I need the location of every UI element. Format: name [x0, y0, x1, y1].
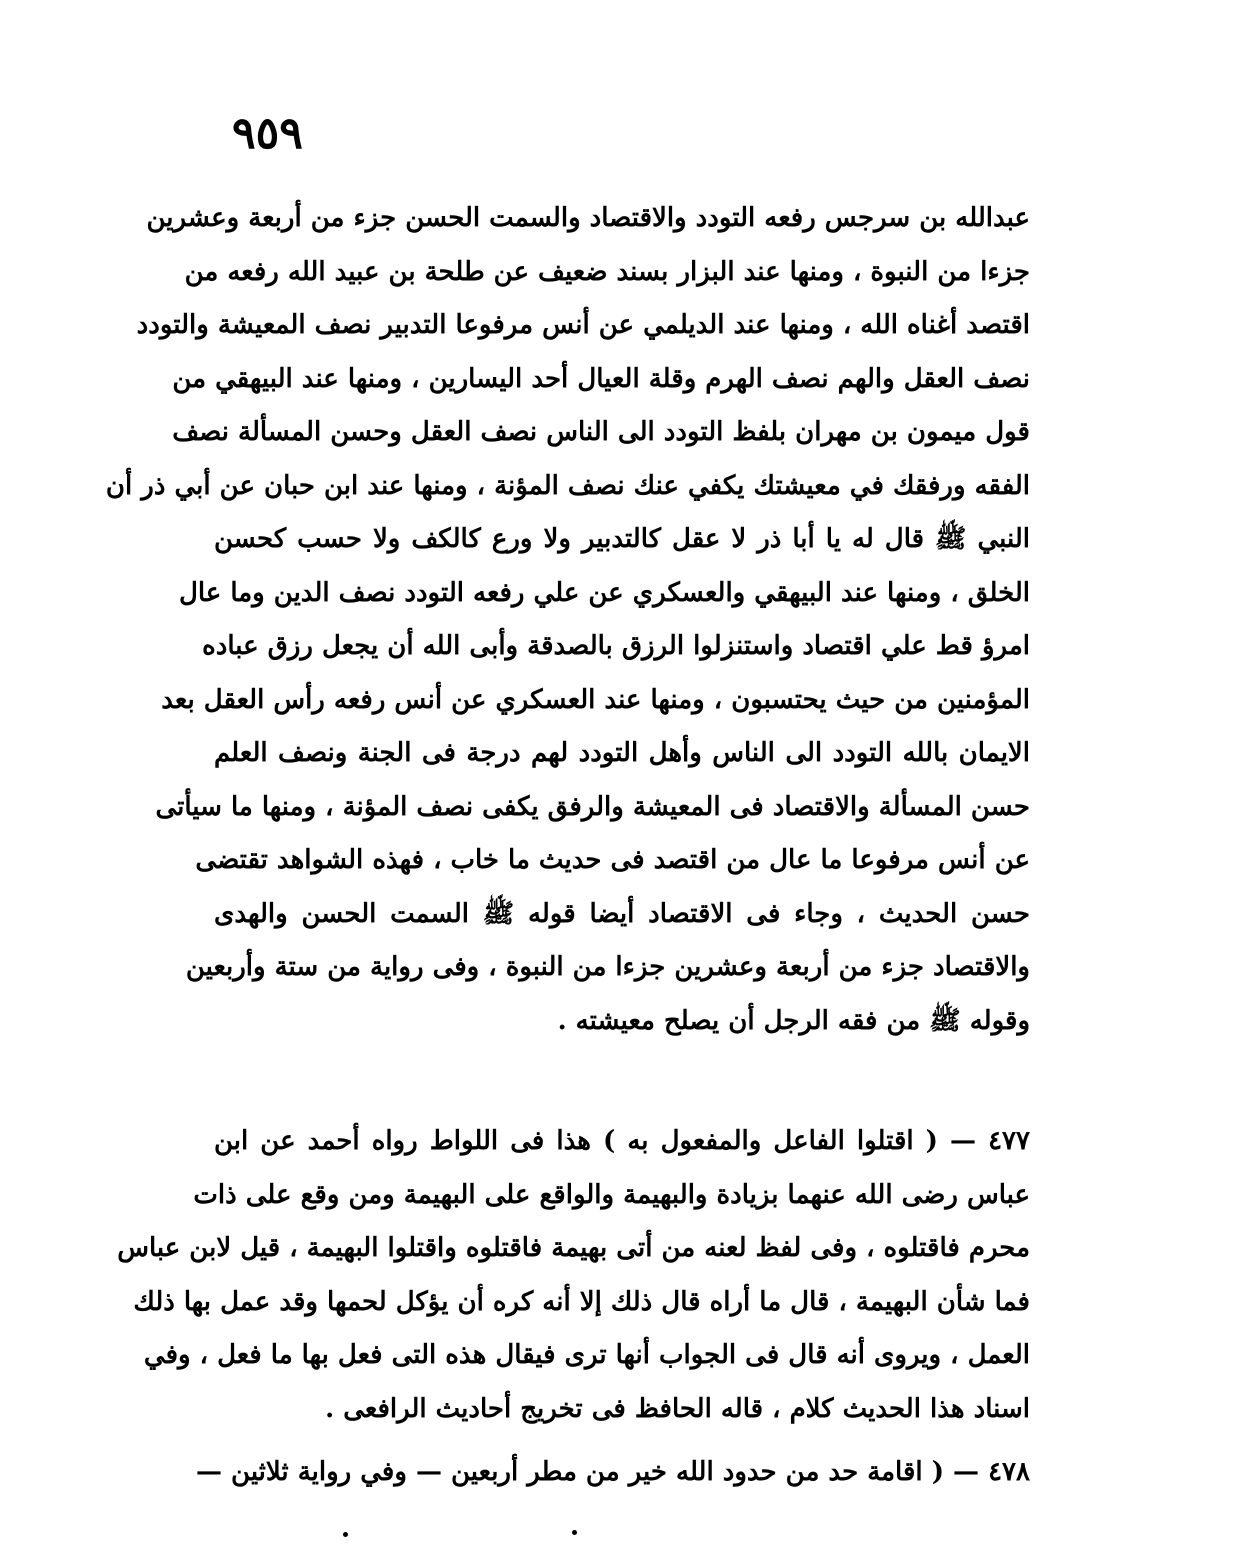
- page-number: ٩٥٩: [232, 108, 303, 159]
- scan-speck: [343, 1532, 348, 1537]
- text-line: عن أنس مرفوعا ما عال من اقتصد فى حديث ما خاب ، فهذه الشواهد تقتضى: [195, 845, 1030, 875]
- text-line: عبدالله بن سرجس رفعه التودد والاقتصاد والسمت الحسن جزء من أربعة وعشرين: [146, 203, 1030, 233]
- text-line: فما شأن البهيمة ، قال ما أراه قال ذلك إلا أنه كره أن يؤكل لحمها وقد عمل بها ذلك: [133, 1286, 1030, 1317]
- text-line: محرم فاقتلوه ، وفى لفظ لعنه من أتى بهيمة فاقتلوه واقتلوا البهيمة ، قيل لابن عباس: [117, 1233, 1030, 1263]
- text-line: عباس رضى الله عنهما بزيادة والبهيمة والواقع على البهيمة ومن وقع على ذات: [193, 1179, 1030, 1210]
- text-line: وقوله ﷺ من فقه الرجل أن يصلح معيشته .: [557, 1005, 1030, 1036]
- text-line: الايمان بالله التودد الى الناس وأهل التودد لهم درجة فى الجنة ونصف العلم: [214, 738, 1030, 768]
- entry-heading-line: ٤٧٧ — ( اقتلوا الفاعل والمفعول به ) هذا فى اللواط رواه أحمد عن ابن: [214, 1126, 1030, 1156]
- text-line: والاقتصاد جزء من أربعة وعشرين جزءا من النبوة ، وفى رواية من ستة وأربعين: [185, 952, 1030, 982]
- text-line: حسن المسألة والاقتصاد فى المعيشة والرفق يكفى نصف المؤنة ، ومنها ما سيأتى: [155, 791, 1030, 822]
- text-line: المؤمنين من حيث يحتسبون ، ومنها عند العسكري عن أنس رفعه رأس العقل بعد: [161, 684, 1030, 715]
- entry-477: [117, 1115, 1030, 1436]
- text-line: النبي ﷺ قال له يا أبا ذر لا عقل كالتدبير ولا ورع كالكف ولا حسب كحسن: [214, 524, 1030, 554]
- text-line: العمل ، ويروى أنه قال فى الجواب أنها ترى فيقال هذه التى فعل بها ما فعل ، وفي: [143, 1340, 1030, 1370]
- scan-speck: [572, 1530, 577, 1535]
- main-paragraph: [105, 192, 1030, 1048]
- text-line: الفقه ورفقك في معيشتك يكفي عنك نصف المؤنة ، ومنها عند ابن حبان عن أبي ذر أن: [105, 470, 1030, 501]
- text-line: اسناد هذا الحديث كلام ، قاله الحافظ فى تخريج أحاديث الرافعى .: [325, 1393, 1030, 1424]
- text-line: الخلق ، ومنها عند البيهقي والعسكري عن علي رفعه التودد نصف الدين وما عال: [178, 577, 1030, 608]
- text-line: اقتصد أغناه الله ، ومنها عند الديلمي عن أنس مرفوعا التدبير نصف المعيشة والتودد: [136, 310, 1030, 340]
- text-line: قول ميمون بن مهران بلفظ التودد الى الناس نصف العقل وحسن المسألة نصف: [172, 417, 1030, 447]
- text-line: امرؤ قط علي اقتصاد واستنزلوا الرزق بالصدقة وأبى الله أن يجعل رزق عباده: [202, 631, 1030, 661]
- entry-heading-line: ٤٧٨ — ( اقامة حد من حدود الله خير من مطر أربعين — وفي رواية ثلاثين —: [195, 1457, 1030, 1487]
- text-line: جزءا من النبوة ، ومنها عند البزار بسند ضعيف عن طلحة بن عبيد الله رفعه من: [184, 256, 1030, 287]
- entry-478: [195, 1446, 1030, 1500]
- text-line: حسن الحديث ، وجاء فى الاقتصاد أيضا قوله ﷺ السمت الحسن والهدى: [214, 898, 1030, 929]
- text-line: نصف العقل والهم نصف الهرم وقلة العيال أحد اليسارين ، ومنها عند البيهقي من: [172, 363, 1030, 394]
